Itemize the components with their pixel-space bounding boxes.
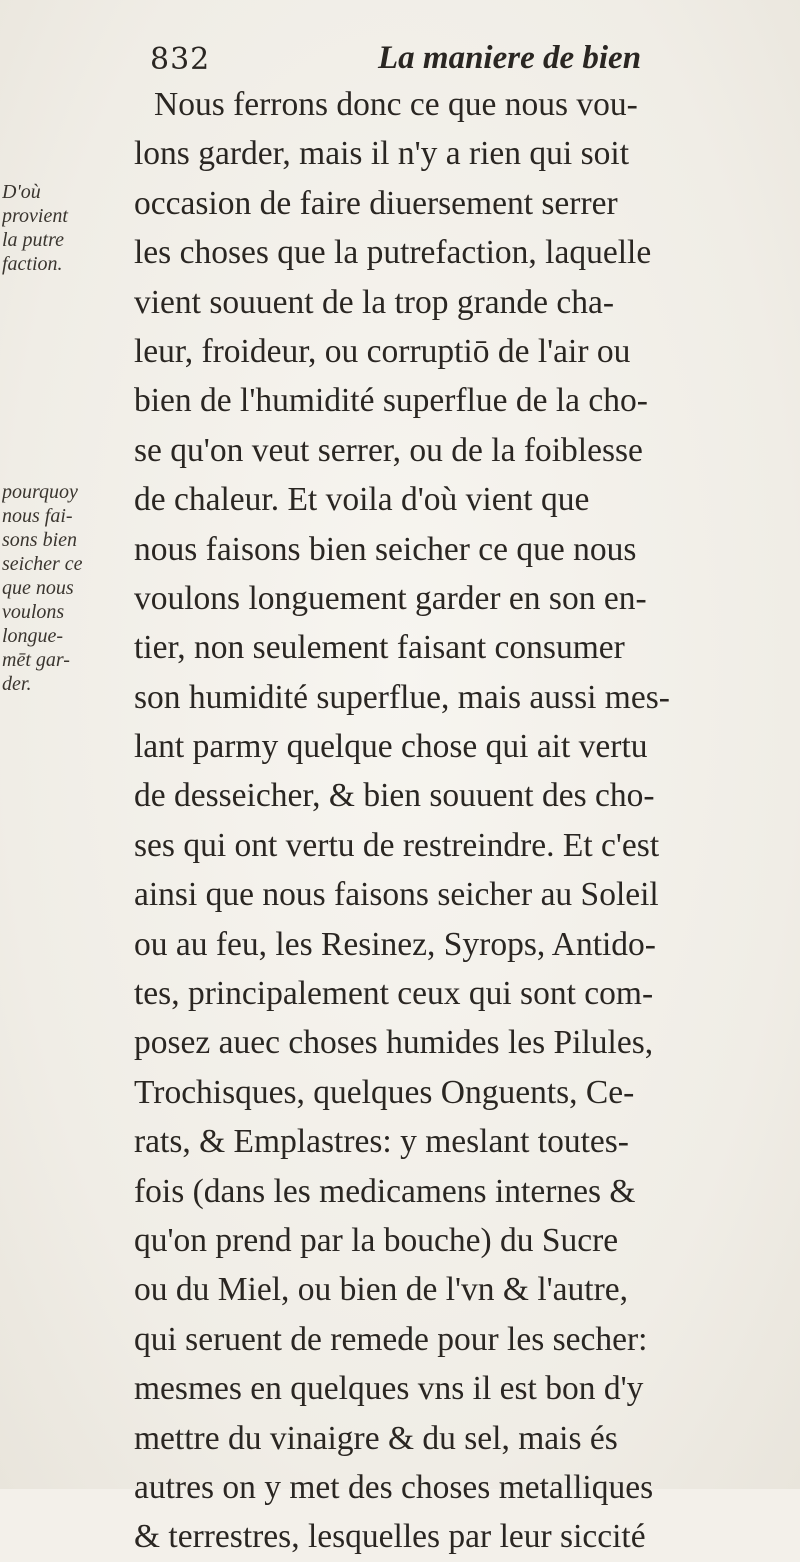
margin-note-line: que nous (2, 577, 74, 599)
text-line: ou au feu, les Resinez, Syrops, Antido- (134, 925, 656, 963)
text-line: qu'on prend par la bouche) du Sucre (134, 1221, 619, 1259)
text-line: rats, & Emplastres: y meslant toutes- (134, 1123, 629, 1161)
text-line: fois (dans les medicamens internes & (134, 1172, 636, 1210)
text-line: tes, principalement ceux qui sont com- (134, 975, 654, 1013)
margin-note-line: pourquoy (2, 481, 78, 503)
margin-note-line: mēt gar- (2, 649, 70, 671)
text-line: leur, froideur, ou corruptiō de l'air ou (134, 332, 631, 370)
text-line: de desseicher, & bien souuent des cho- (134, 777, 655, 815)
margin-note-line: seicher ce (2, 553, 83, 575)
margin-note-drying (2, 480, 130, 696)
margin-notes (0, 0, 132, 1489)
margin-note-line: provient (2, 205, 68, 227)
body-text (134, 80, 774, 1562)
margin-note-line: D'où (2, 181, 41, 203)
text-line: autres on y met des choses metalliques (134, 1468, 654, 1506)
text-line: ainsi que nous faisons seicher au Soleil (134, 876, 659, 914)
text-line: lant parmy quelque chose qui ait vertu (134, 728, 648, 766)
text-line: tier, non seulement faisant consumer (134, 629, 625, 667)
text-line: & terrestres, lesquelles par leur siccité (134, 1518, 646, 1556)
margin-note-line: voulons (2, 601, 65, 623)
running-title: La maniere de bien (378, 40, 642, 76)
text-line: lons garder, mais il n'y a rien qui soit (134, 135, 630, 173)
text-line: se qu'on veut serrer, ou de la foiblesse (134, 431, 643, 469)
text-line: occasion de faire diuersement serrer (134, 184, 618, 222)
margin-note-putrefaction (2, 180, 130, 276)
text-line: son humidité superflue, mais aussi mes- (134, 678, 670, 716)
margin-note-line: longue- (2, 625, 64, 647)
text-line: les choses que la putrefaction, laquelle (134, 234, 652, 272)
margin-note-line: la putre (2, 229, 65, 251)
text-line: nous faisons bien seicher ce que nous (134, 530, 637, 568)
text-line: bien de l'humidité superflue de la cho- (134, 382, 648, 420)
text-line: ou du Miel, ou bien de l'vn & l'autre, (134, 1271, 629, 1309)
text-line: ses qui ont vertu de restreindre. Et c'est (134, 826, 660, 864)
text-line: mettre du vinaigre & du sel, mais és (134, 1419, 618, 1457)
margin-note-line: nous fai- (2, 505, 73, 527)
text-line: mesmes en quelques vns il est bon d'y (134, 1370, 644, 1408)
text-line: Nous ferrons donc ce que nous vou- (154, 86, 638, 123)
text-line: de chaleur. Et voila d'où vient que (134, 481, 590, 519)
text-line: voulons longuement garder en son en- (134, 579, 647, 617)
margin-note-line: faction. (2, 253, 63, 275)
text-line: qui seruent de remede pour les secher: (134, 1320, 648, 1358)
margin-note-line: sons bien (2, 529, 77, 551)
text-line: vient souuent de la trop grande cha- (134, 283, 614, 321)
page-number: 832 (150, 42, 211, 77)
text-line: posez auec choses humides les Pilules, (134, 1024, 654, 1062)
text-line: Trochisques, quelques Onguents, Ce- (134, 1073, 635, 1111)
margin-note-line: der. (2, 673, 32, 695)
